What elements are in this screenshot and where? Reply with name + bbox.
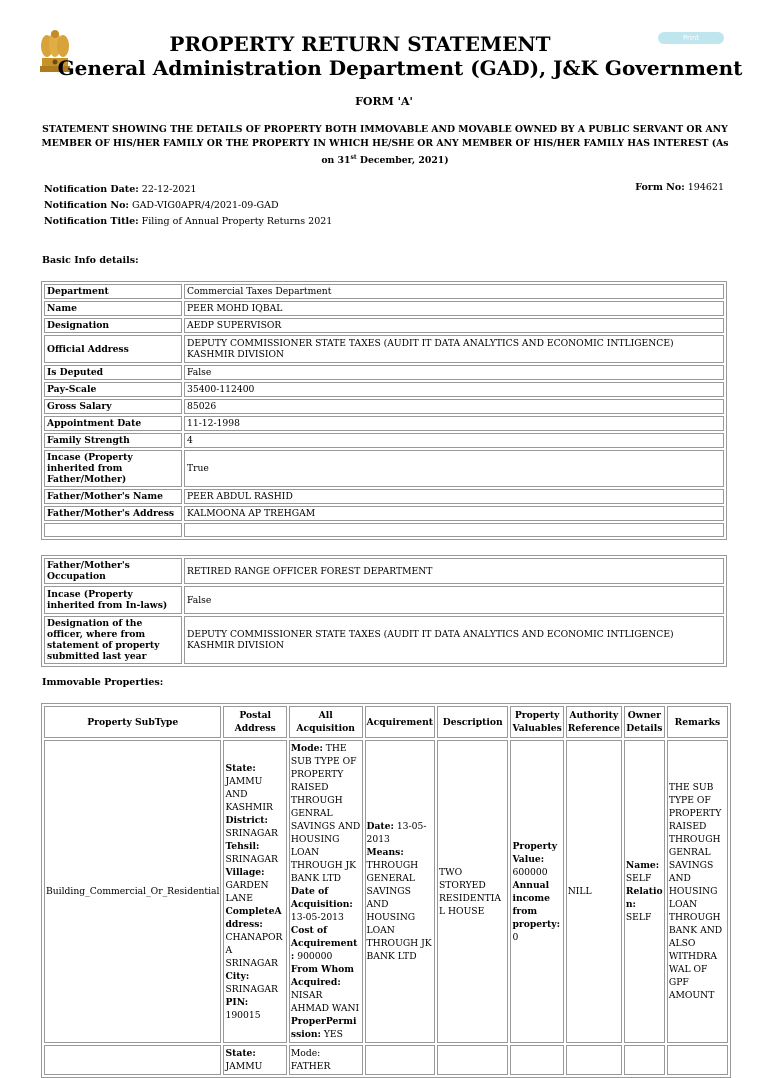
table-row [44, 335, 724, 363]
label: CompleteAddress: [225, 905, 282, 930]
statement-day: 31 [337, 155, 351, 167]
cell-subtype [44, 1045, 221, 1075]
row-value: Commercial Taxes Department [184, 284, 724, 299]
cell-postal-address [223, 1045, 286, 1075]
cell-remarks: THE SUB TYPE OF PROPERTY RAISED THROUGH GENRAL SAVINGS AND HOUSING LOAN THROUGH BANK AND ALSO WITHDRAWAL OF GPF AMOUNT [667, 740, 728, 1043]
basic-info-table [41, 281, 727, 540]
row-key: Department [44, 284, 182, 299]
col-header: Property Valuables [510, 706, 563, 738]
table-row [44, 506, 724, 521]
cell-valuables [510, 740, 563, 1043]
label: Property Value: [512, 840, 558, 865]
value: 13-05-2013 [366, 821, 427, 845]
form-number [635, 182, 724, 193]
notification-title-label: Notification Title: [44, 216, 139, 227]
label: PIN: [225, 996, 249, 1008]
value: SRINAGAR [225, 853, 278, 865]
label: City: [225, 970, 250, 982]
cell-description [437, 1045, 508, 1075]
value: GARDEN LANE [225, 879, 269, 904]
table-row [44, 489, 724, 504]
table-row [44, 399, 724, 414]
table-row [44, 740, 728, 1043]
value: 190015 [225, 1009, 261, 1021]
value: CHANAPORA SRINAGAR [225, 931, 283, 969]
value: SELF [625, 912, 652, 923]
row-key [44, 523, 182, 537]
label: Cost of Acquirement: [290, 925, 358, 962]
table-row [44, 558, 724, 584]
col-header: Postal Address [223, 706, 286, 738]
label: Name: [625, 860, 660, 871]
col-header: Description [437, 706, 508, 738]
statement-sup: st [350, 154, 357, 161]
label: Relation: [625, 886, 663, 910]
table-row [44, 433, 724, 448]
form-number-value: 194621 [687, 182, 724, 193]
value: 900000 [297, 951, 333, 962]
label: Mode: [290, 743, 323, 754]
label: Means: [366, 847, 404, 858]
table-row [44, 318, 724, 333]
cell-authority: NILL [566, 740, 622, 1043]
notification-no-value: GAD-VIG0APR/4/2021-09-GAD [131, 200, 279, 211]
label: Tehsil: [225, 840, 260, 852]
row-key: Is Deputed [44, 365, 182, 380]
notification-date [44, 182, 332, 198]
notification-no [44, 198, 332, 214]
cell-subtype: Building_Commercial_Or_Residential [44, 740, 221, 1043]
table-row [44, 365, 724, 380]
row-value: DEPUTY COMMISSIONER STATE TAXES (AUDIT IT DATA ANALYTICS AND ECONOMIC INTLIGENCE) KASHMIR DIVISION [184, 616, 724, 664]
row-key: Family Strength [44, 433, 182, 448]
immovable-properties-table [41, 703, 731, 1078]
label: Date: [366, 821, 394, 832]
statement-main: STATEMENT SHOWING THE DETAILS OF PROPERTY BOTH IMMOVABLE AND MOVABLE OWNED BY A PUBLIC SERVANT OR ANY MEMBER OF HIS/HER FAMILY OR THE PROPERTY IN WHICH HE/SHE OR ANY MEMBER OF HIS/HER FAMILY HAS INTEREST (As on [41, 124, 729, 167]
value: SRINAGAR [225, 827, 278, 839]
basic-info-label: Basic Info details: [42, 255, 139, 266]
row-key: Designation of the officer, where from statement of property submitted last year [44, 616, 182, 664]
cell-acquirement [365, 1045, 436, 1075]
cell-all-acquisition: Mode: FATHER [289, 1045, 363, 1075]
row-key: Father/Mother's Address [44, 506, 182, 521]
table-row [44, 284, 724, 299]
row-value: True [184, 450, 724, 487]
cell-valuables [510, 1045, 563, 1075]
table-header-row [44, 706, 728, 738]
col-header: Property SubType [44, 706, 221, 738]
print-button[interactable]: Print [658, 32, 724, 44]
col-header: Remarks [667, 706, 728, 738]
row-key: Pay-Scale [44, 382, 182, 397]
value: SRINAGAR [225, 983, 278, 995]
col-header: Owner Details [624, 706, 665, 738]
row-key: Name [44, 301, 182, 316]
cell-acquirement [365, 740, 436, 1043]
row-value: AEDP SUPERVISOR [184, 318, 724, 333]
label: Date of Acquisition: [290, 886, 353, 910]
notification-date-label: Notification Date: [44, 184, 139, 195]
row-key: Designation [44, 318, 182, 333]
notification-title-value: Filing of Annual Property Returns 2021 [141, 216, 333, 227]
row-value: False [184, 365, 724, 380]
label: From Whom Acquired: [290, 964, 354, 988]
value: SELF [625, 873, 652, 884]
col-header: Authority Reference [566, 706, 622, 738]
row-value: PEER MOHD IQBAL [184, 301, 724, 316]
value: NISAR AHMAD WANI [290, 990, 360, 1014]
row-key: Appointment Date [44, 416, 182, 431]
form-label: FORM 'A' [355, 95, 413, 108]
statement-heading [40, 123, 730, 168]
row-value: 11-12-1998 [184, 416, 724, 431]
label: ProperPermission: [290, 1016, 357, 1040]
label: State: [225, 1048, 256, 1059]
table-row [44, 1045, 728, 1075]
table-row [44, 450, 724, 487]
cell-description: TWO STORYED RESIDENTIAL HOUSE [437, 740, 508, 1043]
table-row [44, 416, 724, 431]
row-value: KALMOONA AP TREHGAM [184, 506, 724, 521]
cell-all-acquisition [289, 740, 363, 1043]
label: District: [225, 814, 268, 826]
row-value: False [184, 586, 724, 614]
cell-postal-address [223, 740, 286, 1043]
notification-title [44, 214, 332, 230]
notification-no-label: Notification No: [44, 200, 129, 211]
table-row [44, 616, 724, 664]
value: JAMMU AND KASHMIR [225, 775, 273, 813]
value: 0 [512, 931, 519, 943]
table-row [44, 382, 724, 397]
row-value: 35400-112400 [184, 382, 724, 397]
row-value [184, 523, 724, 537]
row-value: 4 [184, 433, 724, 448]
value: JAMMU [225, 1061, 263, 1072]
row-value: DEPUTY COMMISSIONER STATE TAXES (AUDIT IT DATA ANALYTICS AND ECONOMIC INTLIGENCE) KASHMIR DIVISION [184, 335, 724, 363]
cell-authority [566, 1045, 622, 1075]
page-title: PROPERTY RETURN STATEMENT [169, 32, 551, 56]
form-number-label: Form No: [635, 182, 685, 193]
statement-end: December, 2021) [356, 155, 449, 167]
value: THROUGH GENERAL SAVINGS AND HOUSING LOAN THROUGH JK BANK LTD [366, 860, 432, 962]
row-value: RETIRED RANGE OFFICER FOREST DEPARTMENT [184, 558, 724, 584]
row-key: Father/Mother's Name [44, 489, 182, 504]
row-value: PEER ABDUL RASHID [184, 489, 724, 504]
value: YES [323, 1029, 343, 1040]
page-subtitle: General Administration Department (GAD), J&K Government [57, 56, 743, 80]
label: State: [225, 762, 256, 774]
row-key: Incase (Property inherited from In-laws) [44, 586, 182, 614]
table-row [44, 586, 724, 614]
value: THE SUB TYPE OF PROPERTY RAISED THROUGH GENRAL SAVINGS AND HOUSING LOAN THROUGH JK BANK LTD [290, 743, 361, 884]
row-key: Father/Mother's Occupation [44, 558, 182, 584]
row-key: Incase (Property inherited from Father/Mother) [44, 450, 182, 487]
label: Annual income from property: [512, 879, 560, 930]
immovable-label: Immovable Properties: [42, 677, 164, 688]
label: Village: [225, 866, 265, 878]
value: 13-05-2013 [290, 912, 344, 923]
col-header: Acquirement [365, 706, 436, 738]
table-row [44, 523, 724, 537]
value: 600000 [512, 866, 548, 878]
notification-block [44, 182, 332, 230]
row-key: Official Address [44, 335, 182, 363]
basic-info-table-continued [41, 555, 727, 667]
table-row [44, 301, 724, 316]
row-key: Gross Salary [44, 399, 182, 414]
cell-remarks [667, 1045, 728, 1075]
row-value: 85026 [184, 399, 724, 414]
notification-date-value: 22-12-2021 [141, 184, 197, 195]
cell-owner [624, 1045, 665, 1075]
cell-owner [624, 740, 665, 1043]
col-header: All Acquisition [289, 706, 363, 738]
